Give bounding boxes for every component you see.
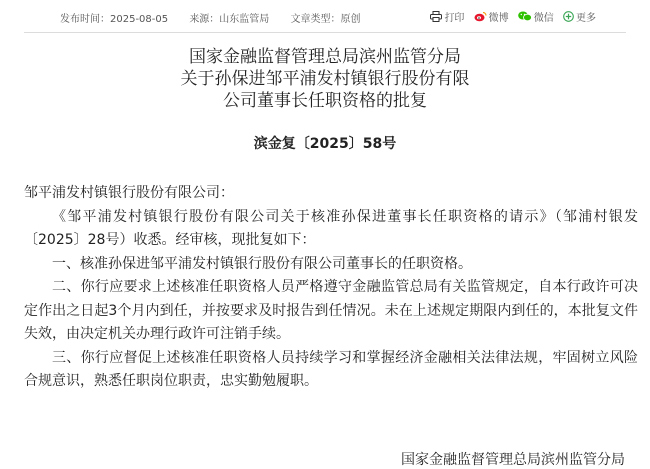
paragraph-item-3: 三、你行应督促上述核准任职资格人员持续学习和掌握经济金融相关法律法规，牢固树立风险合规意识，熟悉任职岗位职责，忠实勤勉履职。	[24, 349, 638, 389]
issuer-signature: 国家金融监督管理总局滨州监管分局	[401, 452, 625, 468]
print-button[interactable]	[430, 9, 464, 24]
wechat-label: 微信	[533, 13, 554, 24]
printer-icon	[430, 11, 442, 22]
paragraph-item-1: 一、核准孙保进邹平浦发村镇银行股份有限公司董事长的任职资格。	[52, 255, 472, 272]
print-label: 打印	[444, 13, 465, 24]
weibo-icon	[474, 11, 487, 22]
document-title	[0, 46, 650, 112]
weibo-share-button[interactable]	[474, 9, 509, 24]
title-line-1: 国家金融监督管理总局滨州监管分局	[189, 47, 461, 67]
salutation: 邹平浦发村镇银行股份有限公司：	[24, 185, 234, 201]
wechat-share-button[interactable]	[518, 9, 554, 24]
share-toolbar	[424, 9, 596, 25]
source: 来源：山东监管局	[189, 14, 270, 25]
title-line-2: 关于孙保进邹平浦发村镇银行股份有限	[180, 69, 470, 89]
title-line-3: 公司董事长任职资格的批复	[223, 91, 427, 111]
wechat-icon	[518, 11, 532, 22]
article-meta-bar	[24, 0, 626, 33]
weibo-label: 微博	[488, 13, 509, 24]
paragraph-intro: 《邹平浦发村镇银行股份有限公司关于核准孙保进董事长任职资格的请示》（邹浦村银发〔2025〕28号）收悉。经审核，现批复如下：	[24, 208, 638, 248]
plus-circle-icon	[563, 11, 574, 22]
publish-time: 发布时间：2025-08-05	[60, 14, 169, 25]
article-meta	[60, 10, 379, 25]
paragraph-item-2: 二、你行应要求上述核准任职资格人员严格遵守金融监管总局有关监管规定，自本行政许可决定作出之日起3个月内到任，并按要求及时报告到任情况。未在上述规定期限内到任的，本批复文件失效，由决定机关办理行政许可注销手续。	[24, 279, 638, 342]
more-label: 更多	[576, 13, 596, 24]
more-share-button[interactable]	[563, 9, 596, 24]
document-body	[24, 182, 638, 394]
article-type: 文章类型：原创	[290, 14, 361, 25]
document-number: 滨金复〔2025〕58号	[253, 136, 397, 152]
